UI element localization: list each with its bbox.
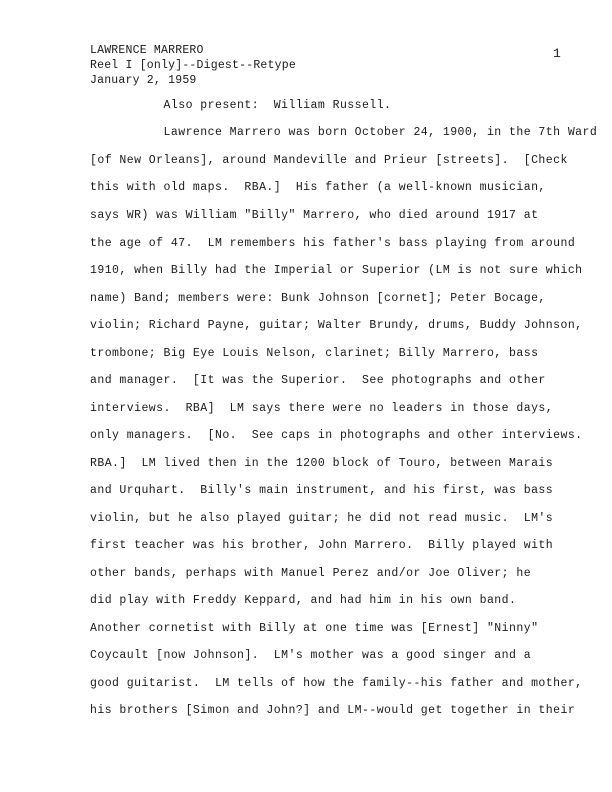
body-line: other bands, perhaps with Manuel Perez and/or Joe Oliver; he bbox=[90, 567, 532, 580]
body-line: Coycault [now Johnson]. LM's mother was a good singer and a bbox=[90, 649, 532, 662]
body-line: and manager. [It was the Superior. See photographs and other bbox=[90, 374, 546, 387]
interviewee-name: LAWRENCE MARRERO bbox=[90, 44, 204, 57]
body-line: first teacher was his brother, John Marrero. Billy played with bbox=[90, 539, 554, 552]
body-line: only managers. [No. See caps in photographs and other interviews. bbox=[90, 429, 583, 442]
body-line: Also present: William Russell. bbox=[90, 99, 392, 112]
page-number: 1 bbox=[553, 46, 561, 61]
reel-info: Reel I [only]--Digest--Retype bbox=[90, 59, 296, 72]
body-line: name) Band; members were: Bunk Johnson [cornet]; Peter Bocage, bbox=[90, 292, 546, 305]
body-line: Another cornetist with Billy at one time was [Ernest] "Ninny" bbox=[90, 622, 539, 635]
body-line: his brothers [Simon and John?] and LM--would get together in their bbox=[90, 704, 576, 717]
body-line: trombone; Big Eye Louis Nelson, clarinet; Billy Marrero, bass bbox=[90, 347, 539, 360]
body-line: did play with Freddy Keppard, and had him in his own band. bbox=[90, 594, 517, 607]
document-header bbox=[90, 43, 296, 88]
body-line: and Urquhart. Billy's main instrument, and his first, was bass bbox=[90, 484, 554, 497]
body-line: good guitarist. LM tells of how the family--his father and mother, bbox=[90, 677, 583, 690]
body-line: Lawrence Marrero was born October 24, 1900, in the 7th Ward bbox=[90, 126, 598, 139]
body-line: interviews. RBA] LM says there were no leaders in those days, bbox=[90, 402, 554, 415]
body-line: violin; Richard Payne, guitar; Walter Brundy, drums, Buddy Johnson, bbox=[90, 319, 583, 332]
body-line: the age of 47. LM remembers his father's bass playing from around bbox=[90, 237, 576, 250]
body-line: violin, but he also played guitar; he did not read music. LM's bbox=[90, 512, 554, 525]
body-line: this with old maps. RBA.] His father (a well-known musician, bbox=[90, 181, 546, 194]
interview-date: January 2, 1959 bbox=[90, 74, 197, 87]
body-line: says WR) was William "Billy" Marrero, who died around 1917 at bbox=[90, 209, 539, 222]
body-line: RBA.] LM lived then in the 1200 block of Touro, between Marais bbox=[90, 457, 554, 470]
body-line: 1910, when Billy had the Imperial or Superior (LM is not sure which bbox=[90, 264, 583, 277]
body-line: [of New Orleans], around Mandeville and Prieur [streets]. [Check bbox=[90, 154, 568, 167]
